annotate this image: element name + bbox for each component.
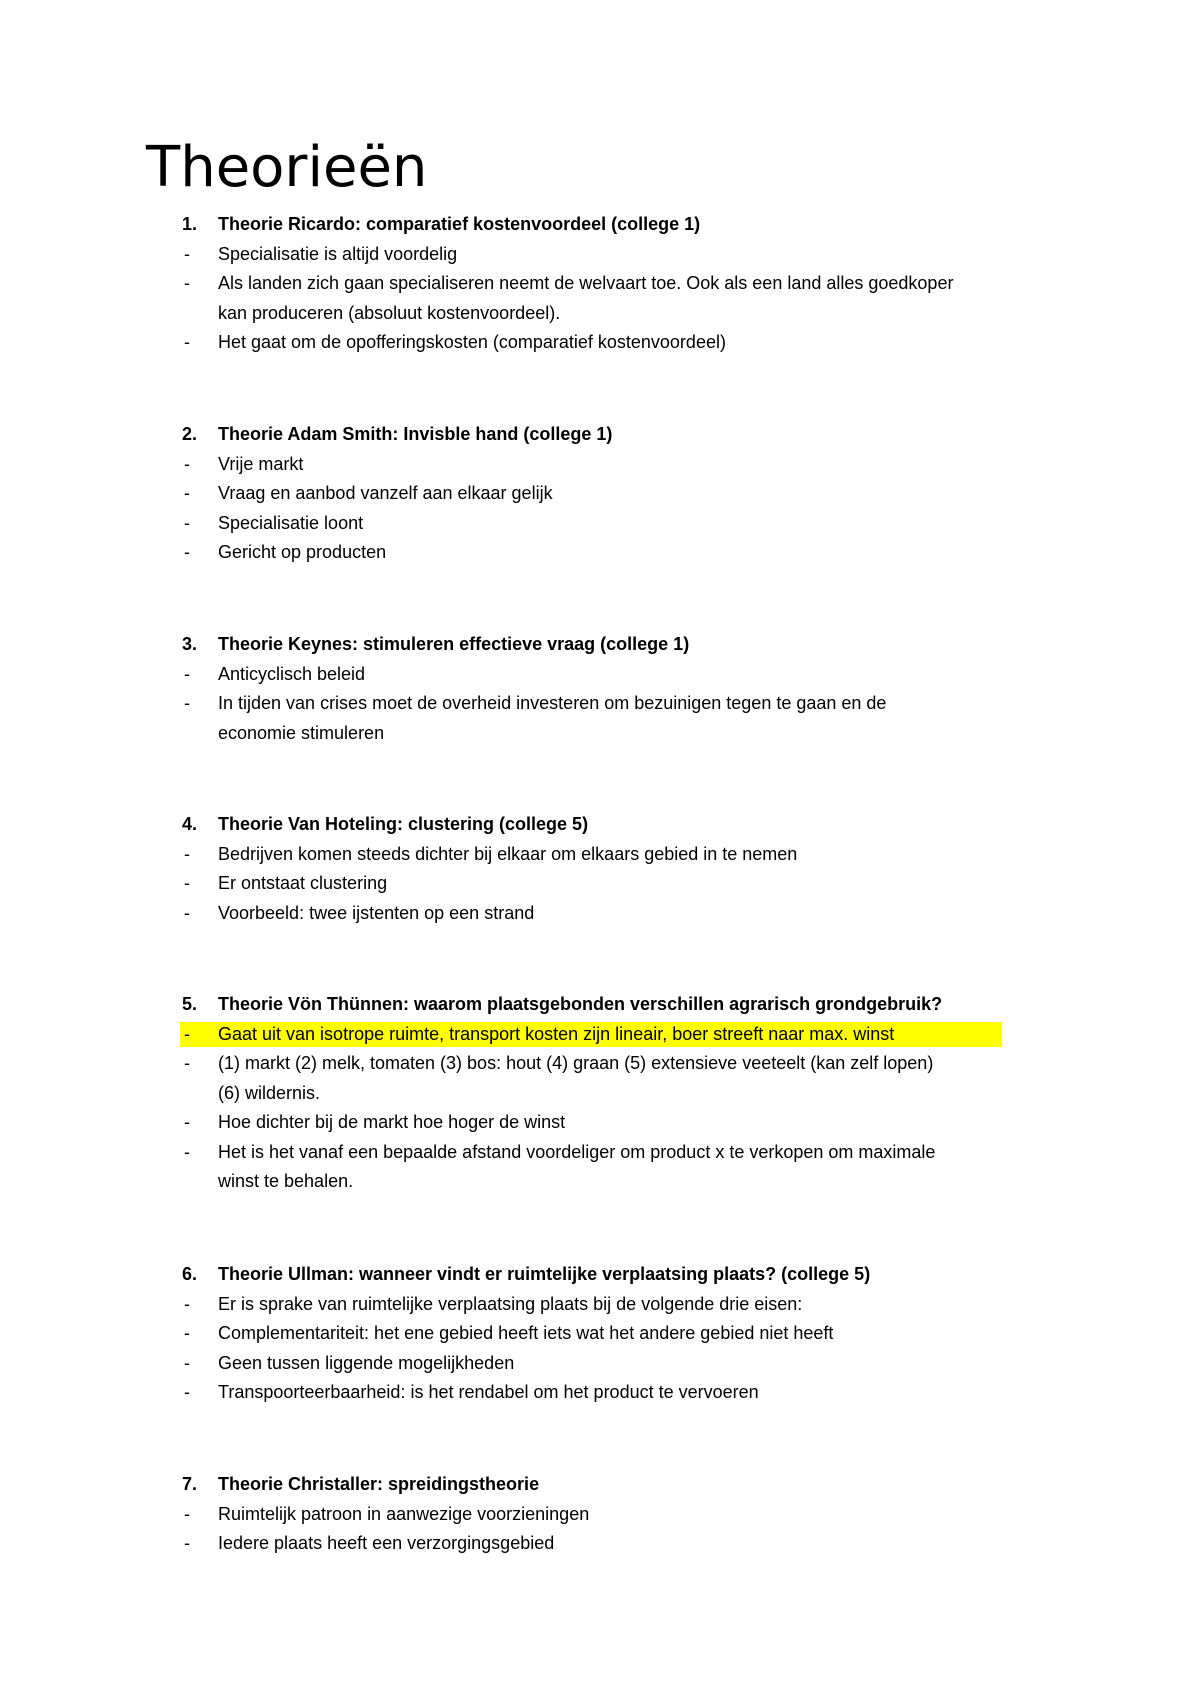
bullet-dash: -	[184, 483, 190, 503]
bullet-dash: -	[184, 902, 190, 923]
bullet-dash: -	[184, 663, 190, 684]
bullet-text: Gaat uit van isotrope ruimte, transport kosten zijn lineair, boer streeft naar max. winst	[218, 1023, 895, 1044]
bullet-text: Er is sprake van ruimtelijke verplaatsing plaats bij de volgende drie eisen:	[218, 1293, 803, 1314]
bullet-text: Ruimtelijk patroon in aanwezige voorzieningen	[218, 1503, 590, 1524]
bullet-dash: -	[184, 1023, 190, 1044]
bullet-text: Specialisatie loont	[218, 512, 364, 533]
bullet-text: Iedere plaats heeft een verzorgingsgebied	[218, 1533, 555, 1553]
theory-heading-text: Theorie Ullman: wanneer vindt er ruimtelijke verplaatsing plaats? (college 5)	[218, 1264, 871, 1284]
bullet-dash: -	[184, 873, 190, 893]
bullet-item	[0, 1138, 1200, 1167]
bullet-item	[0, 899, 1200, 928]
theory-heading-text: Theorie Adam Smith: Invisble hand (college 1)	[218, 424, 613, 444]
bullet-item	[0, 1500, 1200, 1529]
bullet-dash: -	[184, 1323, 190, 1343]
bullet-item	[0, 689, 1200, 718]
bullet-text: Specialisatie is altijd voordelig	[218, 243, 458, 264]
bullet-item	[0, 1349, 1200, 1378]
bullet-continuation-text: economie stimuleren	[218, 722, 385, 743]
bullet-text: Geen tussen liggende mogelijkheden	[218, 1352, 515, 1373]
bullet-item	[0, 1290, 1200, 1319]
bullet-text: (1) markt (2) melk, tomaten (3) bos: hout (4) graan (5) extensieve veeteelt (kan zelf lopen)	[218, 1053, 934, 1073]
theory-number: 1.	[182, 214, 198, 234]
theory-heading	[0, 990, 1200, 1019]
bullet-item	[0, 1020, 1200, 1049]
bullet-text: Transpoorteerbaarheid: is het rendabel om het product te vervoeren	[218, 1382, 759, 1402]
bullet-text: Er ontstaat clustering	[218, 873, 388, 893]
theory-number: 6.	[182, 1264, 198, 1284]
bullet-dash: -	[184, 512, 190, 533]
theory-number: 3.	[182, 634, 198, 654]
bullet-text: Anticyclisch beleid	[218, 663, 366, 684]
bullet-item	[0, 450, 1200, 479]
bullet-dash: -	[184, 1503, 190, 1524]
bullet-item	[0, 1319, 1200, 1348]
bullet-item	[0, 1529, 1200, 1558]
bullet-dash: -	[184, 693, 190, 713]
bullet-text: Het is het vanaf een bepaalde afstand voordeliger om product x te verkopen om maximale	[218, 1141, 936, 1162]
bullet-dash: -	[184, 332, 190, 352]
bullet-dash: -	[184, 1293, 190, 1314]
bullet-item	[0, 240, 1200, 269]
bullet-text: Vrije markt	[218, 453, 304, 474]
bullet-continuation-text: winst te behalen.	[218, 1171, 354, 1191]
bullet-text: Hoe dichter bij de markt hoe hoger de winst	[218, 1112, 566, 1132]
bullet-text: Bedrijven komen steeds dichter bij elkaar om elkaars gebied in te nemen	[218, 843, 798, 864]
bullet-text: In tijden van crises moet de overheid investeren om bezuinigen tegen te gaan en de	[218, 693, 887, 713]
bullet-item	[0, 328, 1200, 357]
theory-heading-text: Theorie Van Hoteling: clustering (college 5)	[218, 814, 589, 834]
bullet-continuation	[0, 299, 1200, 328]
bullet-dash: -	[184, 1352, 190, 1373]
bullet-text: Gericht op producten	[218, 542, 387, 562]
theory-number: 5.	[182, 994, 198, 1014]
bullet-dash: -	[184, 843, 190, 864]
theory-heading	[0, 1260, 1200, 1289]
bullet-text: Als landen zich gaan specialiseren neemt de welvaart toe. Ook als een land alles goedkoper	[218, 273, 954, 293]
bullet-item	[0, 538, 1200, 567]
bullet-continuation	[0, 1167, 1200, 1196]
theory-heading	[0, 420, 1200, 449]
page-title: Theorieën	[146, 135, 428, 200]
bullet-text: Voorbeeld: twee ijstenten op een strand	[218, 902, 535, 923]
theory-number: 2.	[182, 424, 198, 444]
bullet-dash: -	[184, 1382, 190, 1402]
bullet-item	[0, 1108, 1200, 1137]
bullet-item	[0, 660, 1200, 689]
theory-number: 4.	[182, 814, 198, 834]
bullet-item	[0, 1378, 1200, 1407]
bullet-dash: -	[184, 453, 190, 474]
bullet-item	[0, 479, 1200, 508]
bullet-dash: -	[184, 273, 190, 293]
theory-heading-text: Theorie Vön Thünnen: waarom plaatsgebonden verschillen agrarisch grondgebruik?	[218, 994, 943, 1014]
bullet-item	[0, 840, 1200, 869]
bullet-dash: -	[184, 243, 190, 264]
theory-heading-text: Theorie Ricardo: comparatief kostenvoordeel (college 1)	[218, 214, 701, 234]
bullet-text: Het gaat om de opofferingskosten (comparatief kostenvoordeel)	[218, 332, 726, 352]
bullet-dash: -	[184, 1141, 190, 1162]
bullet-dash: -	[184, 1112, 190, 1132]
theory-heading-text: Theorie Christaller: spreidingstheorie	[218, 1474, 540, 1494]
bullet-dash: -	[184, 1533, 190, 1553]
bullet-continuation	[0, 1079, 1200, 1108]
bullet-continuation	[0, 719, 1200, 748]
theory-heading-text: Theorie Keynes: stimuleren effectieve vraag (college 1)	[218, 634, 690, 654]
bullet-item	[0, 869, 1200, 898]
bullet-item	[0, 269, 1200, 298]
bullet-text: Complementariteit: het ene gebied heeft iets wat het andere gebied niet heeft	[218, 1323, 834, 1343]
bullet-dash: -	[184, 542, 190, 562]
bullet-continuation-text: kan produceren (absoluut kostenvoordeel).	[218, 302, 561, 323]
theory-heading	[0, 210, 1200, 239]
bullet-text: Vraag en aanbod vanzelf aan elkaar gelijk	[218, 483, 553, 503]
bullet-item	[0, 509, 1200, 538]
theory-heading	[0, 630, 1200, 659]
theory-heading	[0, 1470, 1200, 1499]
theory-number: 7.	[182, 1474, 198, 1494]
bullet-continuation-text: (6) wildernis.	[218, 1082, 321, 1103]
bullet-dash: -	[184, 1053, 190, 1073]
theory-heading	[0, 810, 1200, 839]
bullet-item	[0, 1049, 1200, 1078]
